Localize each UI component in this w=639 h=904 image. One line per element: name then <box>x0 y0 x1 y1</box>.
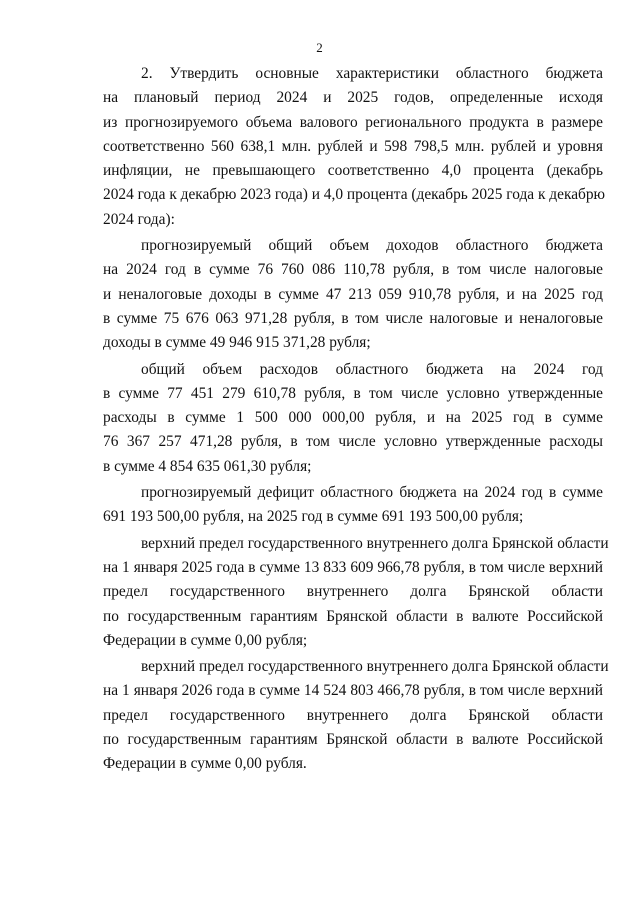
text-line: и неналоговые доходы в сумме 47 213 059 910,78 рубля, и на 2025 год <box>103 285 603 303</box>
paragraph-revenues <box>103 234 603 355</box>
text-line: 2024 года к декабрю 2023 года) и 4,0 процента (декабрь 2025 года к декабрю <box>103 186 606 204</box>
text-line: на 2024 год в сумме 76 760 086 110,78 рубля, в том числе налоговые <box>103 261 603 279</box>
page-number: 2 <box>316 40 323 55</box>
text-line: доходы в сумме 49 946 915 371,28 рубля; <box>103 334 371 352</box>
paragraph-deficit <box>103 481 603 530</box>
paragraph-debt-limit-2026 <box>103 655 609 776</box>
text-line: из прогнозируемого объема валового регионального продукта в размере <box>103 113 603 131</box>
paragraph-expenditures <box>103 358 603 479</box>
text-line: в сумме 77 451 279 610,78 рубля, в том числе условно утвержденные <box>103 384 603 402</box>
paragraph-debt-limit-2025 <box>103 532 609 653</box>
text-line: 2. Утвердить основные характеристики областного бюджета <box>141 65 603 82</box>
text-line: прогнозируемый дефицит областного бюджета на 2024 год в сумме <box>141 484 603 502</box>
text-line: по государственным гарантиям Брянской области в валюте Российской <box>103 731 603 749</box>
text-line: предел государственного внутреннего долга Брянской области <box>103 583 603 601</box>
text-line: 2024 года): <box>103 210 175 228</box>
text-line: в сумме 75 676 063 971,28 рубля, в том числе налоговые и неналоговые <box>103 309 603 327</box>
text-line: в сумме 4 854 635 061,30 рубля; <box>103 457 312 475</box>
text-line: инфляции, не превышающего соответственно 4,0 процента (декабрь <box>103 162 603 180</box>
paragraph-budget-characteristics <box>103 62 606 232</box>
document-body <box>103 62 609 777</box>
text-line: прогнозируемый общий объем доходов областного бюджета <box>141 237 603 255</box>
text-line: расходы в сумме 1 500 000 000,00 рубля, и на 2025 год в сумме <box>103 409 603 427</box>
text-line: Федерации в сумме 0,00 рубля. <box>103 755 307 773</box>
text-line: верхний предел государственного внутреннего долга Брянской области <box>141 534 609 552</box>
text-line: соответственно 560 638,1 млн. рублей и 598 798,5 млн. рублей и уровня <box>103 137 603 155</box>
text-line: на 1 января 2025 года в сумме 13 833 609 966,78 рубля, в том числе верхний <box>103 558 603 576</box>
text-line: 76 367 257 471,28 рубля, в том числе условно утвержденные расходы <box>103 433 603 451</box>
text-line: на 1 января 2026 года в сумме 14 524 803 466,78 рубля, в том числе верхний <box>103 682 603 700</box>
text-line: 691 193 500,00 рубля, на 2025 год в сумме 691 193 500,00 рубля; <box>103 508 524 526</box>
text-line: общий объем расходов областного бюджета на 2024 год <box>141 360 603 378</box>
text-line: на плановый период 2024 и 2025 годов, определенные исходя <box>103 89 603 107</box>
text-line: верхний предел государственного внутреннего долга Брянской области <box>141 658 609 676</box>
text-line: по государственным гарантиям Брянской области в валюте Российской <box>103 607 603 625</box>
text-line: предел государственного внутреннего долга Брянской области <box>103 706 603 724</box>
text-line: Федерации в сумме 0,00 рубля; <box>103 631 308 649</box>
